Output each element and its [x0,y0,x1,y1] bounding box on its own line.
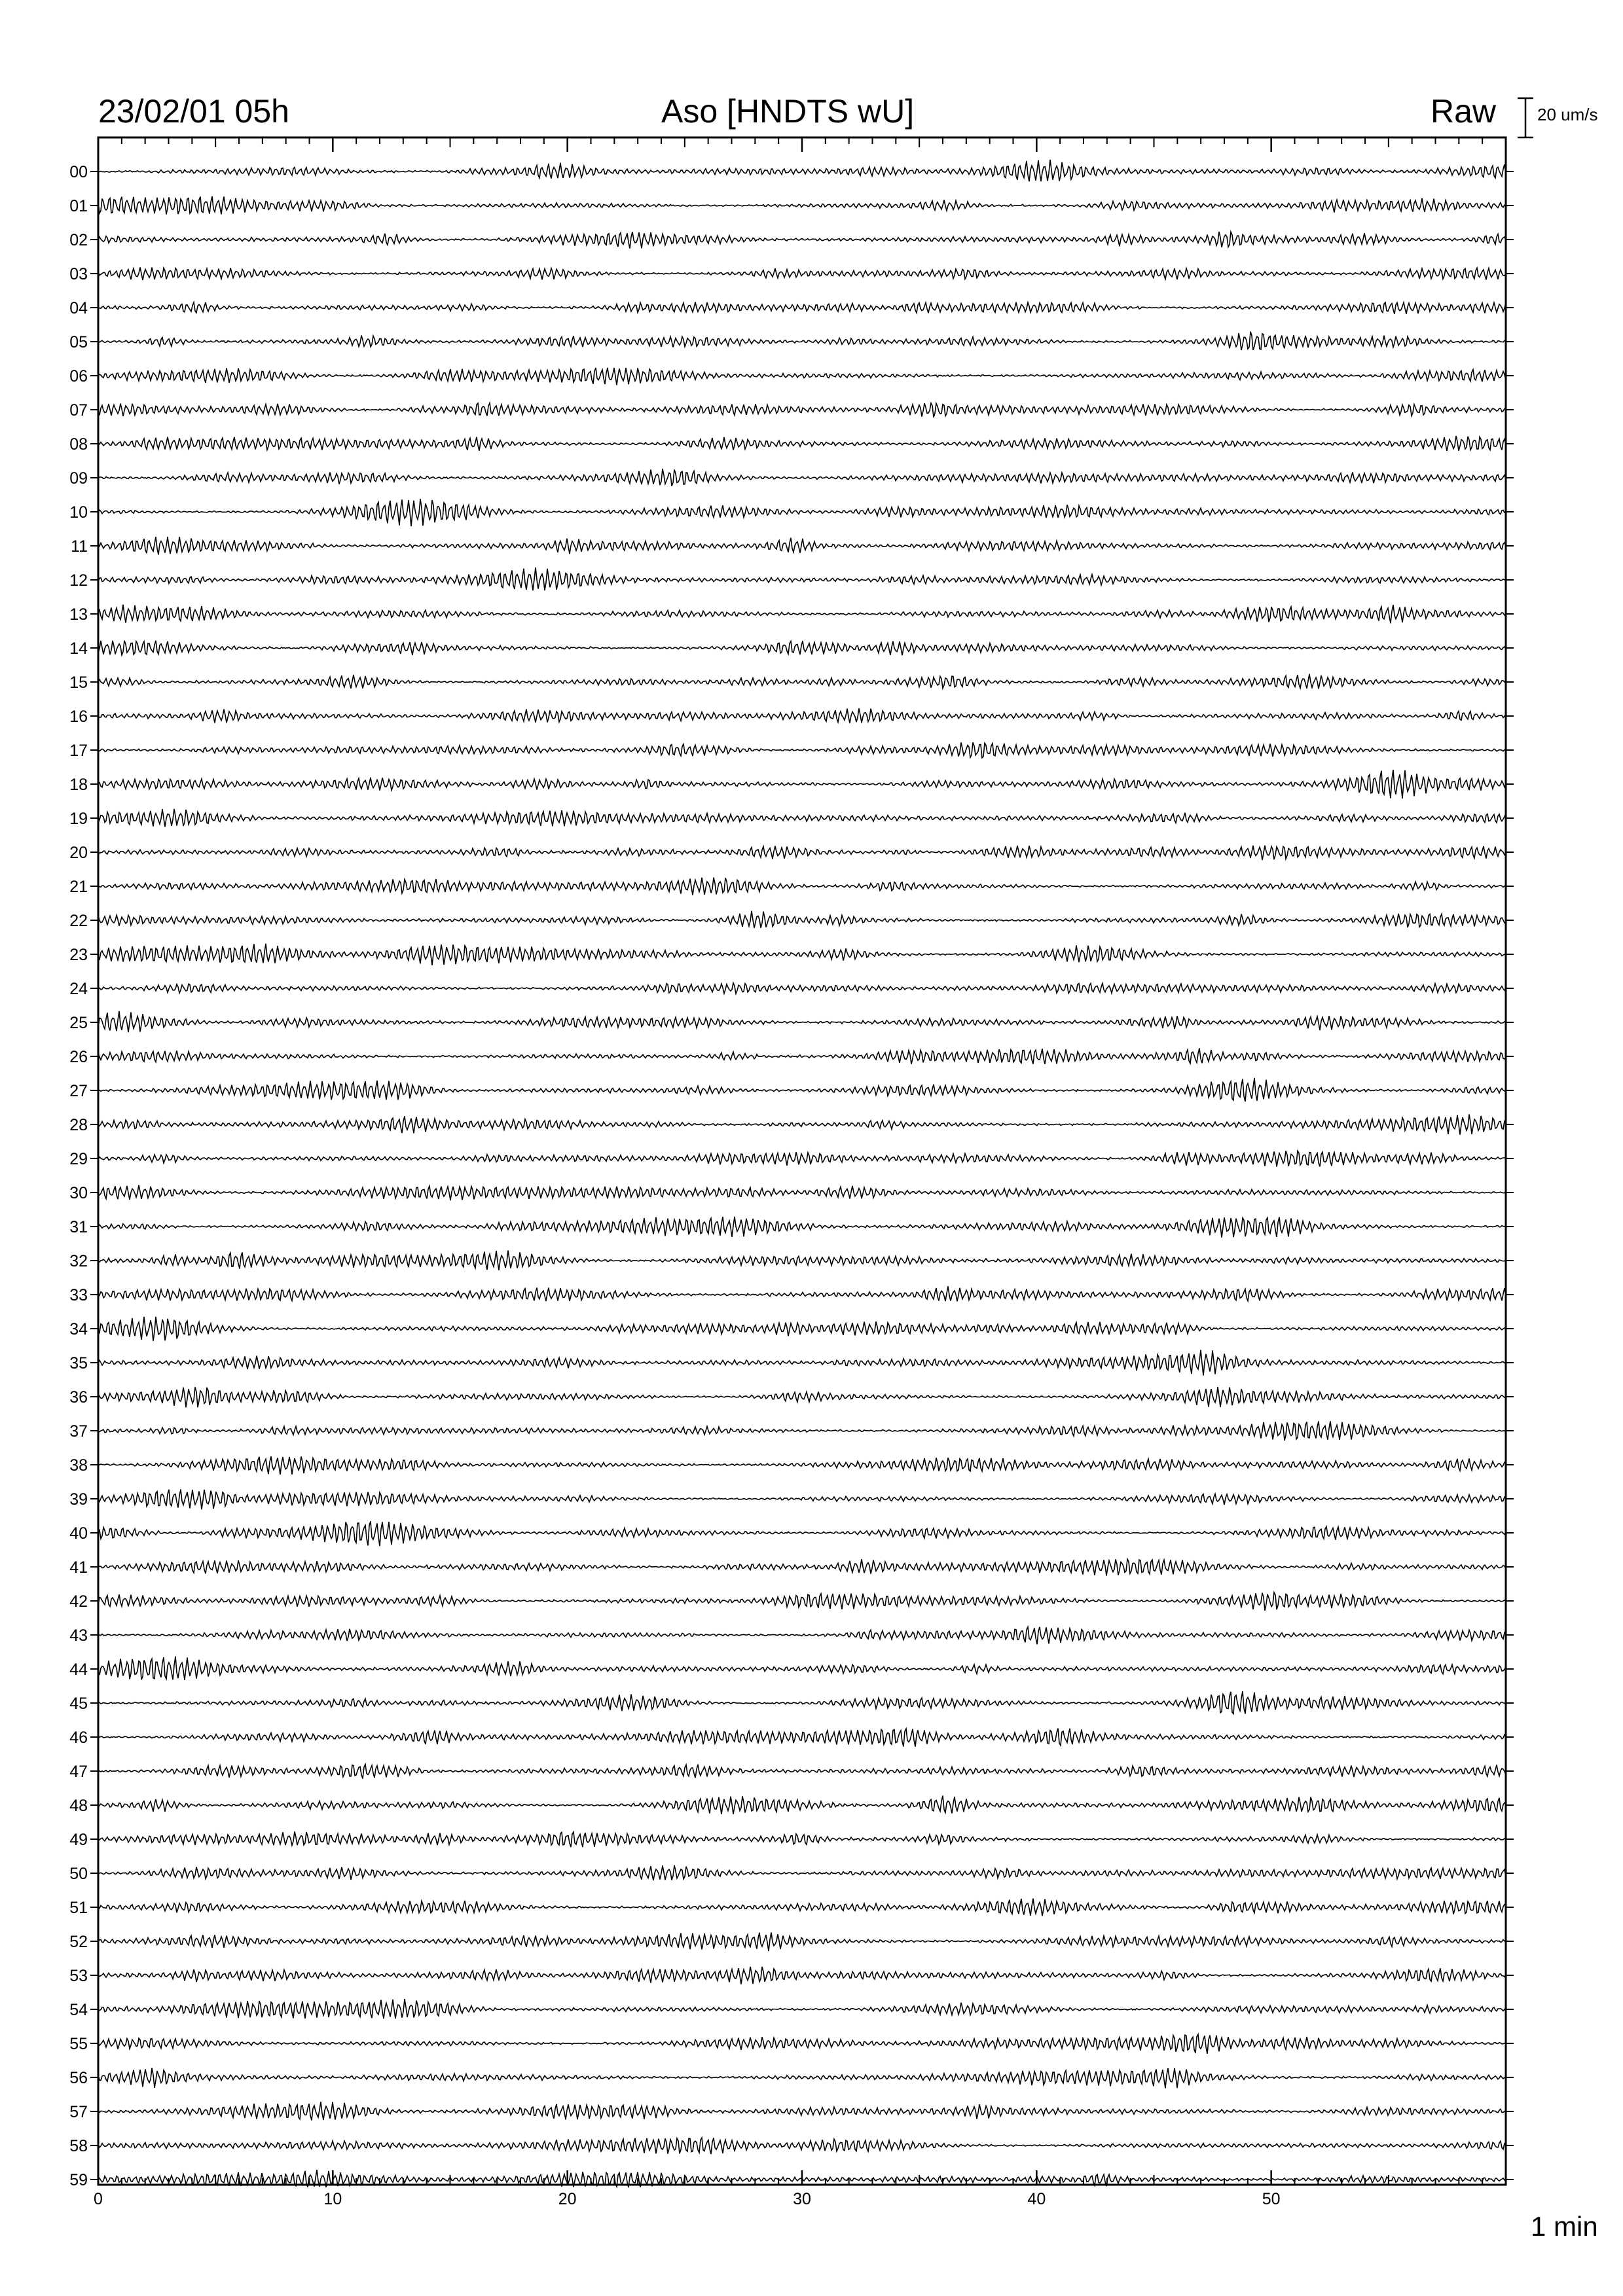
header-datetime: 23/02/01 05h [98,93,289,130]
row-label: 13 [69,605,88,624]
row-label: 08 [69,435,88,454]
row-label: 21 [69,878,88,896]
seismic-trace [98,1078,1506,1102]
seismic-trace [98,302,1506,314]
row-label: 03 [69,265,88,283]
seismic-trace [98,436,1506,451]
row-label: 10 [69,503,88,522]
row-label: 44 [69,1660,88,1679]
row-label: 49 [69,1831,88,1849]
x-tick-label: 50 [1262,2190,1281,2208]
seismic-trace [98,770,1506,798]
row-label: 31 [69,1218,88,1236]
amplitude-scale-bar [1518,98,1533,137]
seismic-trace [98,846,1506,860]
seismic-trace [98,674,1506,689]
seismic-trace [98,1796,1506,1814]
seismic-trace [98,1592,1506,1611]
row-label: 58 [69,2137,88,2155]
seismic-trace [98,1729,1506,1747]
seismic-trace [98,1286,1506,1301]
seismic-trace [98,605,1506,624]
row-label: 04 [69,299,88,317]
row-label: 00 [69,163,88,181]
seismic-trace [98,1933,1506,1951]
seismic-trace [98,2034,1506,2054]
row-label: 50 [69,1865,88,1883]
seismic-trace [98,196,1506,215]
seismic-trace [98,2068,1506,2089]
row-label: 22 [69,912,88,930]
seismic-trace [98,1387,1506,1407]
seismic-trace [98,1999,1506,2018]
row-label: 02 [69,231,88,249]
row-label: 12 [69,571,88,590]
x-tick-group [94,137,1506,2208]
seismic-trace [98,403,1506,418]
x-tick-label: 10 [323,2190,342,2208]
header-mode: Raw [1431,93,1497,130]
seismic-trace [98,1049,1506,1064]
row-label: 07 [69,401,88,420]
seismic-trace [98,911,1506,928]
row-label: 55 [69,2035,88,2053]
row-label: 42 [69,1592,88,1611]
row-label: 06 [69,367,88,386]
x-tick-label: 0 [94,2190,103,2208]
seismic-trace [98,1115,1506,1135]
seismic-trace [98,1967,1506,1984]
seismic-trace [98,2102,1506,2120]
row-label: 38 [69,1456,88,1475]
seismic-trace [98,469,1506,486]
row-label: 59 [69,2171,88,2189]
row-label: 01 [69,197,88,215]
seismic-trace [98,567,1506,590]
row-label: 56 [69,2069,88,2087]
seismic-trace [98,1185,1506,1200]
seismic-trace [98,1151,1506,1166]
row-label: 48 [69,1797,88,1815]
row-label: 20 [69,844,88,862]
seismic-trace [98,1899,1506,1916]
seismic-trace [98,1691,1506,1713]
row-label: 43 [69,1626,88,1645]
row-label: 17 [69,742,88,760]
amplitude-scale-label: 20 um/s [1537,105,1598,124]
seismic-trace [98,809,1506,827]
seismic-trace [98,332,1506,350]
seismic-trace [98,1251,1506,1270]
row-label: 52 [69,1933,88,1951]
row-label: 05 [69,333,88,351]
seismic-trace [98,1865,1506,1880]
row-label-group [69,163,1514,2189]
row-label: 57 [69,2103,88,2121]
seismic-trace [98,1490,1506,1510]
row-label: 40 [69,1524,88,1543]
row-label: 46 [69,1729,88,1747]
seismic-trace [98,1456,1506,1475]
row-label: 26 [69,1048,88,1066]
seismic-trace [98,1657,1506,1680]
seismic-trace [98,2138,1506,2154]
row-label: 09 [69,469,88,488]
seismic-trace [98,1421,1506,1440]
trace-group [98,160,1506,2187]
row-label: 28 [69,1116,88,1134]
row-label: 53 [69,1967,88,1985]
seismic-trace [98,1559,1506,1575]
row-label: 25 [69,1014,88,1032]
row-label: 36 [69,1388,88,1407]
row-label: 39 [69,1490,88,1509]
row-label: 14 [69,639,88,658]
row-label: 18 [69,776,88,794]
seismic-trace [98,641,1506,655]
seismic-trace [98,1217,1506,1238]
row-label: 47 [69,1763,88,1781]
row-label: 29 [69,1150,88,1168]
seismic-trace [98,160,1506,181]
x-tick-label: 20 [558,2190,577,2208]
seismic-trace [98,1521,1506,1546]
header-station: Aso [HNDTS wU] [661,93,915,130]
seismic-trace [98,1350,1506,1376]
row-label: 34 [69,1320,88,1338]
row-label: 24 [69,980,88,998]
seismic-trace [98,1627,1506,1645]
row-label: 11 [71,537,88,556]
seismic-trace [98,499,1506,526]
row-label: 45 [69,1695,88,1713]
row-label: 19 [69,810,88,828]
row-label: 16 [69,708,88,726]
seismic-trace [98,537,1506,554]
x-axis-unit-label: 1 min [1531,2211,1598,2242]
seismic-trace [98,1011,1506,1032]
seismic-trace [98,944,1506,965]
row-label: 23 [69,946,88,964]
seismic-trace [98,1831,1506,1847]
seismic-trace [98,1765,1506,1779]
row-label: 33 [69,1286,88,1304]
x-tick-label: 40 [1027,2190,1046,2208]
seismic-trace [98,983,1506,994]
row-label: 32 [69,1252,88,1270]
seismic-trace [98,742,1506,758]
seismic-trace [98,878,1506,895]
seismic-trace [98,708,1506,723]
row-label: 35 [69,1354,88,1372]
seismic-trace [98,232,1506,249]
row-label: 54 [69,2001,88,2019]
x-tick-label: 30 [793,2190,811,2208]
row-label: 51 [69,1899,88,1917]
seismic-trace [98,1317,1506,1341]
row-label: 37 [69,1422,88,1441]
row-label: 27 [69,1082,88,1100]
row-label: 41 [69,1558,88,1577]
row-label: 15 [69,673,88,692]
seismic-trace [98,268,1506,280]
row-label: 30 [69,1184,88,1202]
seismic-trace [98,368,1506,385]
